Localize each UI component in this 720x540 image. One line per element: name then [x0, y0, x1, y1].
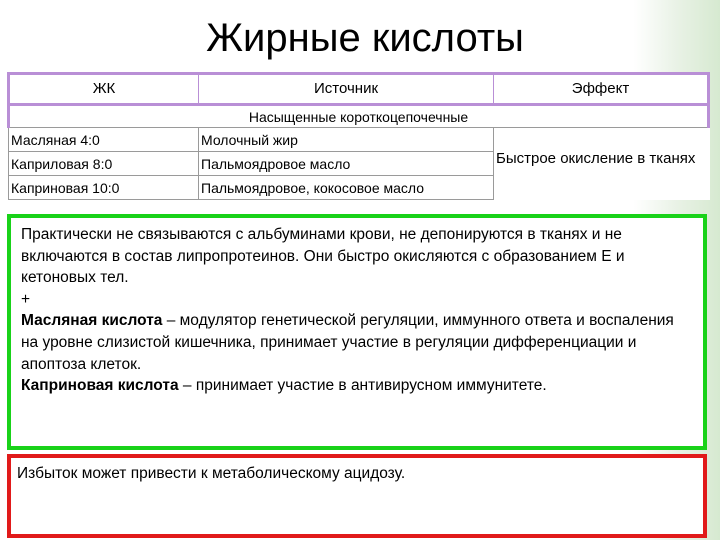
acid-source: Пальмоядровое, кокосовое масло: [199, 176, 494, 200]
capric-acid-text: – принимает участие в антивирусном иммунитете.: [178, 377, 547, 395]
info-box: [7, 214, 707, 450]
fatty-acids-table: [7, 72, 710, 200]
acid-name: Каприновая 10:0: [9, 176, 199, 200]
slide-title: Жирные кислоты: [206, 16, 524, 60]
butyric-acid-text: – модулятор генетической регуляции, иммунного ответа и воспаления на уровне слизистой кишечника, принимает участие в регуляции дифференциации и апоптоза клеток.: [21, 312, 674, 373]
header-acid: ЖК: [9, 74, 199, 105]
capric-acid-paragraph: [21, 375, 693, 397]
header-effect: Эффект: [494, 74, 709, 105]
acid-source: Молочный жир: [199, 128, 494, 152]
section-label: Насыщенные короткоцепочечные: [9, 105, 709, 128]
table-section-row: [9, 105, 709, 128]
butyric-acid-paragraph: [21, 310, 693, 375]
capric-acid-term: Каприновая кислота: [21, 377, 179, 395]
info-paragraph: Практически не связываются с альбуминами крови, не депонируются в тканях и не включаются в состав липропротеинов. Они быстро окисляются с образованием Е и кетоновых тел.: [21, 226, 625, 287]
plus-sign: +: [21, 290, 31, 308]
table-header-row: [9, 74, 709, 105]
acid-name: Масляная 4:0: [9, 128, 199, 152]
header-source: Источник: [199, 74, 494, 105]
warning-text: Избыток может привести к метаболическому ацидозу.: [17, 465, 406, 482]
butyric-acid-term: Масляная кислота: [21, 312, 163, 330]
table-row: [9, 128, 709, 152]
effect-cell: Быстрое окисление в тканях: [496, 150, 696, 167]
acid-name: Каприловая 8:0: [9, 152, 199, 176]
warning-box: [7, 454, 707, 538]
acid-source: Пальмоядровое масло: [199, 152, 494, 176]
